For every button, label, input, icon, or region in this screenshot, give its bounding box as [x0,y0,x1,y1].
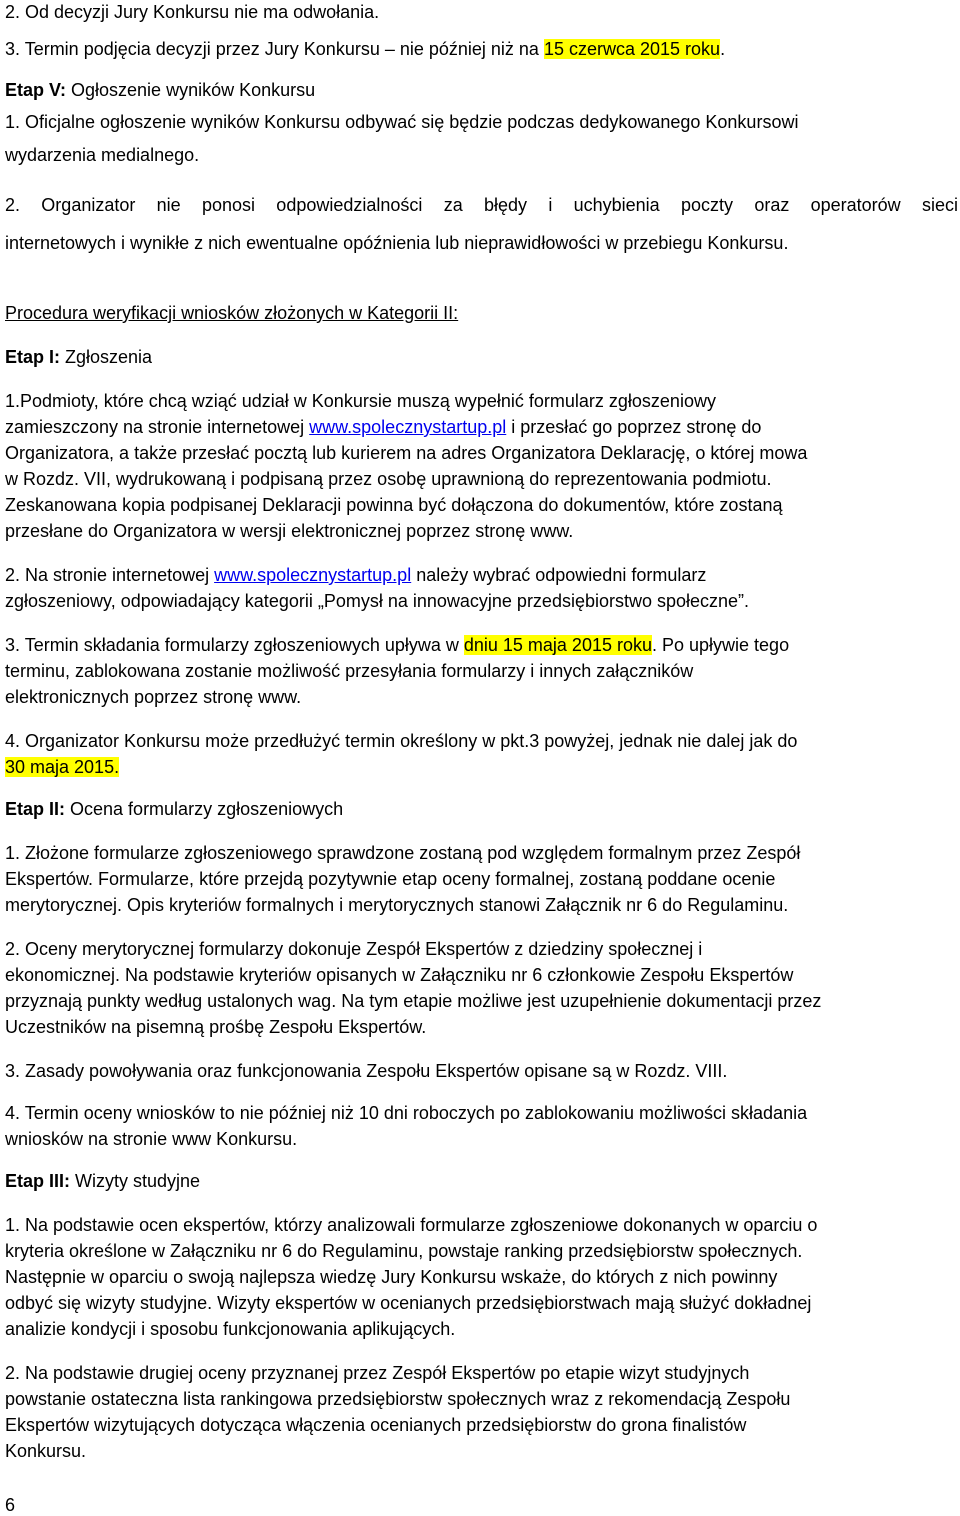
text-segment: Konkursu. [5,1441,87,1461]
text-segment: elektronicznych poprzez stronę www. [5,687,302,707]
text-line [5,1292,811,1314]
text-segment: 2. Na stronie internetowej [5,565,215,585]
text-line [5,990,821,1012]
text-segment: 3. Zasady powoływania oraz funkcjonowania Zespołu Ekspertów opisane są w Rozdz. VIII. [5,1061,728,1081]
text-line [5,494,782,516]
text-segment: Uczestników na pisemną prośbę Zespołu Ekspertów. [5,1017,427,1037]
text-segment: Ocena formularzy zgłoszeniowych [65,799,344,819]
text-segment: Następnie w oparciu o swoją najlepsza wiedzę Jury Konkursu wskaże, do których z nich powinny [5,1267,778,1287]
text-segment: w Rozdz. VII, wydrukowaną i podpisaną przez osobę uprawnioną do reprezentowania podmiotu. [5,469,772,489]
section-heading: Procedura weryfikacji wniosków złożonych w Kategorii II: [5,303,459,323]
text-segment: zgłoszeniowy, odpowiadający kategorii „Pomysł na innowacyjne przedsiębiorstwo społeczne”. [5,591,750,611]
text-segment: przyznają punkty według ustalonych wag. Na tym etapie możliwe jest uzupełnienie dokumentacji przez [5,991,822,1011]
text-line [5,1362,749,1384]
text-segment: 1. Oficjalne ogłoszenie wyników Konkursu odbywać się będzie podczas dedykowanego Konkursowi [5,112,799,132]
stage-label: Etap II: [5,799,66,819]
highlighted-date: 15 czerwca 2015 roku [543,39,721,59]
text-segment: kryteria określone w Załączniku nr 6 do Regulaminu, powstaje ranking przedsiębiorstw społecznych. [5,1241,803,1261]
text-line [5,442,807,464]
website-link[interactable]: www.spolecznystartup.pl [214,565,412,585]
text-line [5,1016,426,1038]
text-line [5,416,761,438]
text-line [5,194,958,216]
text-segment: ekonomicznej. Na podstawie kryteriów opisanych w Załączniku nr 6 członkowie Zespołu Ekspertów [5,965,794,985]
text-line [5,390,716,412]
stage-label: Etap III: [5,1171,71,1191]
text-segment: 4. Organizator Konkursu może przedłużyć termin określony w pkt.3 powyżej, jednak nie dalej jak do [5,731,798,751]
text-segment: 2. Na podstawie drugiej oceny przyznanej przez Zespół Ekspertów po etapie wizyt studyjnych [5,1363,750,1383]
text-segment: internetowych i wynikłe z nich ewentualne opóźnienia lub nieprawidłowości w przebiegu Konkursu. [5,233,789,253]
text-segment: 2. Organizator nie ponosi odpowiedzialności za błędy i uchybienia poczty oraz operatorów sieci [5,195,958,215]
text-line [5,938,702,960]
text-line [5,520,573,542]
text-line [5,1102,807,1124]
text-line [5,730,797,752]
text-line [5,111,798,133]
text-segment: Zeskanowana kopia podpisanej Deklaracji powinna być dołączona do dokumentów, które zostaną [5,495,783,515]
text-segment: 2. Od decyzji Jury Konkursu nie ma odwołania. [5,2,380,22]
text-line [5,144,199,166]
text-segment: 4. Termin oceny wniosków to nie później niż 10 dni roboczych po zablokowaniu możliwości składania [5,1103,808,1123]
text-segment: 3. Termin podjęcia decyzji przez Jury Konkursu – nie później niż na [5,39,544,59]
text-line [5,564,706,586]
text-segment: należy wybrać odpowiedni formularz [411,565,707,585]
text-segment: Ekspertów wizytujących dotycząca włączenia ocenianych przedsiębiorstw do grona finalistów [5,1415,747,1435]
text-segment: . Po upływie tego [652,635,790,655]
text-segment: . [720,39,726,59]
stage-label: Etap I: [5,347,61,367]
text-segment: Organizatora, a także przesłać pocztą lub kurierem na adres Organizatora Deklarację, o której mowa [5,443,808,463]
text-line [5,302,458,324]
text-line [5,38,725,60]
text-line [5,868,775,890]
text-segment: merytorycznej. Opis kryteriów formalnych i merytorycznych stanowi Załącznik nr 6 do Regulaminu. [5,895,789,915]
text-line [5,346,152,368]
text-segment: 1. Na podstawie ocen ekspertów, którzy analizowali formularze zgłoszeniowe dokonanych w oparciu o [5,1215,818,1235]
text-line [5,1214,817,1236]
highlighted-date: dniu 15 maja 2015 roku [463,635,652,655]
text-segment: odbyć się wizyty studyjne. Wizyty ekspertów w ocenianych przedsiębiorstwach mają służyć dokładnej [5,1293,812,1313]
text-line [5,79,315,101]
text-segment: Zgłoszenia [60,347,153,367]
text-line [5,1170,200,1192]
text-segment: 1. Złożone formularze zgłoszeniowego sprawdzone zostaną pod względem formalnym przez Zespół [5,843,801,863]
text-segment: Ogłoszenie wyników Konkursu [66,80,316,100]
text-line [5,590,749,612]
text-segment: 2. Oceny merytorycznej formularzy dokonuje Zespół Ekspertów z dziedziny społecznej i [5,939,703,959]
text-line [5,1388,790,1410]
text-line [5,232,788,254]
text-line [5,1240,802,1262]
page-number: 6 [5,1495,16,1515]
text-segment: i przesłać go poprzez stronę do [506,417,762,437]
text-line [5,1440,86,1462]
text-segment: Wizyty studyjne [70,1171,201,1191]
text-line [5,964,793,986]
text-segment: analizie kondycji i sposobu funkcjonowania aplikujących. [5,1319,456,1339]
stage-label: Etap V: [5,80,67,100]
text-segment: wydarzenia medialnego. [5,145,200,165]
text-line [5,1128,297,1150]
text-line [5,1,379,23]
text-segment: wniosków na stronie www Konkursu. [5,1129,298,1149]
text-segment: terminu, zablokowana zostanie możliwość przesyłania formularzy i innych załączników [5,661,694,681]
website-link[interactable]: www.spolecznystartup.pl [309,417,507,437]
text-line [5,756,119,778]
text-line [5,1266,777,1288]
text-segment: zamieszczony na stronie internetowej [5,417,310,437]
text-line [5,1318,455,1340]
text-segment: 1.Podmioty, które chcą wziąć udział w Konkursie muszą wypełnić formularz zgłoszeniowy [5,391,716,411]
text-line [5,894,788,916]
text-line [5,1414,746,1436]
text-segment: Ekspertów. Formularze, które przejdą pozytywnie etap oceny formalnej, zostaną poddane ocenie [5,869,776,889]
text-line [5,686,301,708]
text-line [5,798,343,820]
text-segment: powstanie ostateczna lista rankingowa przedsiębiorstw społecznych wraz z rekomendacją Zespołu [5,1389,791,1409]
text-segment: 3. Termin składania formularzy zgłoszeniowych upływa w [5,635,464,655]
text-line [5,660,693,682]
highlighted-date: 30 maja 2015. [5,757,120,777]
text-line [5,842,800,864]
text-line [5,634,789,656]
text-line [5,468,771,490]
text-segment: przesłane do Organizatora w wersji elektronicznej poprzez stronę www. [5,521,574,541]
text-line [5,1060,727,1082]
